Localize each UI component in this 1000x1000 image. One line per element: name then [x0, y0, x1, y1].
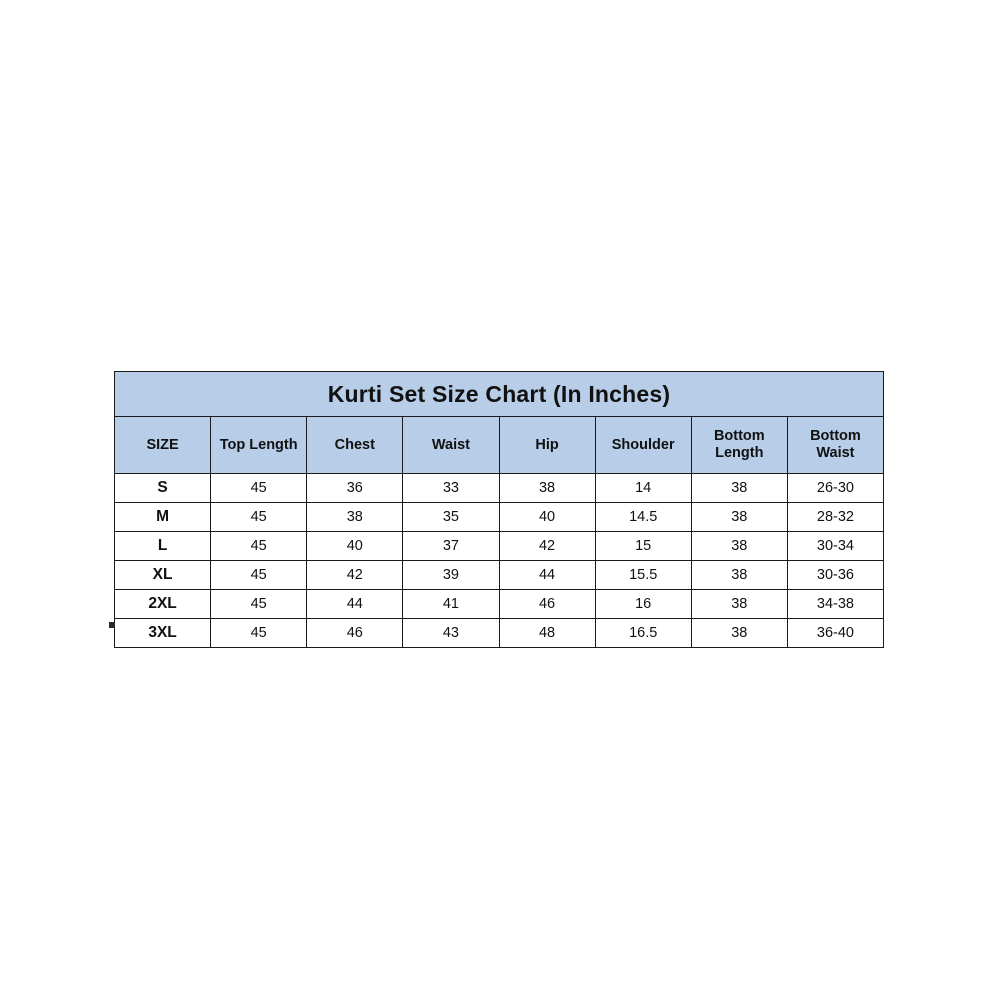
- column-header-top-length: Top Length: [211, 417, 307, 474]
- cell-bottom-waist: 30-34: [787, 532, 883, 561]
- cell-top-length: 45: [211, 532, 307, 561]
- cell-size: L: [115, 532, 211, 561]
- cell-waist: 39: [403, 561, 499, 590]
- cell-size: M: [115, 503, 211, 532]
- column-header-size: SIZE: [115, 417, 211, 474]
- table-row: [115, 503, 884, 532]
- cell-bottom-length: 38: [691, 474, 787, 503]
- cell-waist: 37: [403, 532, 499, 561]
- cell-bottom-waist: 34-38: [787, 590, 883, 619]
- cell-hip: 44: [499, 561, 595, 590]
- table-header-row: [115, 417, 884, 474]
- cell-bottom-waist: 36-40: [787, 619, 883, 648]
- cell-shoulder: 16.5: [595, 619, 691, 648]
- cell-shoulder: 16: [595, 590, 691, 619]
- cell-waist: 33: [403, 474, 499, 503]
- column-header-bottom-waist: Bottom Waist: [787, 417, 883, 474]
- column-header-chest: Chest: [307, 417, 403, 474]
- cell-chest: 46: [307, 619, 403, 648]
- cell-bottom-length: 38: [691, 590, 787, 619]
- size-chart-table: [114, 371, 884, 648]
- cell-hip: 48: [499, 619, 595, 648]
- cell-waist: 41: [403, 590, 499, 619]
- cell-shoulder: 14.5: [595, 503, 691, 532]
- cell-hip: 46: [499, 590, 595, 619]
- cell-bottom-length: 38: [691, 532, 787, 561]
- cell-waist: 35: [403, 503, 499, 532]
- cell-top-length: 45: [211, 503, 307, 532]
- cell-bottom-length: 38: [691, 503, 787, 532]
- cell-bottom-waist: 30-36: [787, 561, 883, 590]
- cell-top-length: 45: [211, 590, 307, 619]
- cell-shoulder: 14: [595, 474, 691, 503]
- chart-title-row: [115, 372, 884, 417]
- cell-chest: 38: [307, 503, 403, 532]
- cell-chest: 40: [307, 532, 403, 561]
- cell-chest: 42: [307, 561, 403, 590]
- page-title: Kurti Set Size Chart (In Inches): [115, 372, 884, 417]
- cell-bottom-length: 38: [691, 619, 787, 648]
- column-header-waist: Waist: [403, 417, 499, 474]
- cell-hip: 38: [499, 474, 595, 503]
- cell-bottom-waist: 28-32: [787, 503, 883, 532]
- cell-chest: 44: [307, 590, 403, 619]
- table-row: [115, 590, 884, 619]
- cell-bottom-length: 38: [691, 561, 787, 590]
- column-header-shoulder: Shoulder: [595, 417, 691, 474]
- cell-shoulder: 15: [595, 532, 691, 561]
- cell-top-length: 45: [211, 561, 307, 590]
- cell-top-length: 45: [211, 474, 307, 503]
- cell-bottom-waist: 26-30: [787, 474, 883, 503]
- corner-marker: [109, 622, 115, 628]
- column-header-hip: Hip: [499, 417, 595, 474]
- cell-size: XL: [115, 561, 211, 590]
- cell-top-length: 45: [211, 619, 307, 648]
- table-row: [115, 619, 884, 648]
- cell-size: 3XL: [115, 619, 211, 648]
- cell-hip: 40: [499, 503, 595, 532]
- cell-size: 2XL: [115, 590, 211, 619]
- cell-size: S: [115, 474, 211, 503]
- size-chart-container: [114, 371, 884, 648]
- table-row: [115, 474, 884, 503]
- table-row: [115, 532, 884, 561]
- cell-hip: 42: [499, 532, 595, 561]
- cell-shoulder: 15.5: [595, 561, 691, 590]
- column-header-bottom-length: Bottom Length: [691, 417, 787, 474]
- cell-chest: 36: [307, 474, 403, 503]
- table-row: [115, 561, 884, 590]
- cell-waist: 43: [403, 619, 499, 648]
